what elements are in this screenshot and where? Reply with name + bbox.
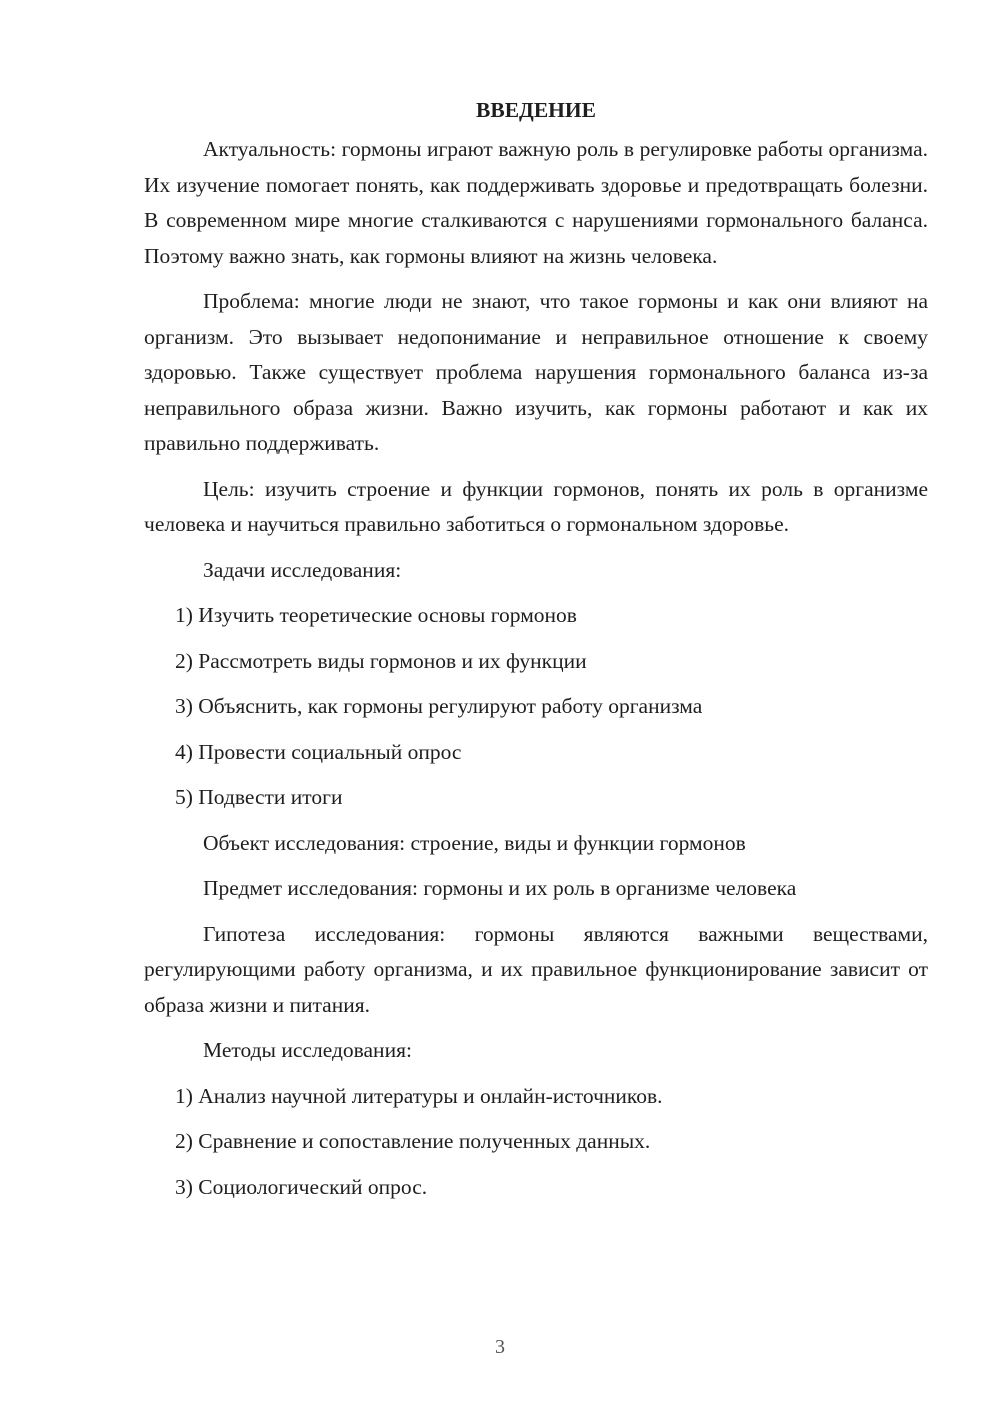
- methods-list: [144, 1079, 928, 1206]
- tasks-heading: Задачи исследования:: [203, 557, 402, 582]
- tasks-list: [144, 598, 928, 816]
- methods-heading: Методы исследования:: [203, 1038, 412, 1062]
- hypothesis-paragraph: Гипотеза исследования: гормоны являются важными веществами, регулирующими работу организма, и их правильное функционирование зависит от образа жизни и питания.: [144, 921, 928, 1017]
- list-item: 2) Рассмотреть виды гормонов и их функции: [175, 648, 587, 673]
- list-item: 2) Сравнение и сопоставление полученных данных.: [175, 1129, 651, 1153]
- list-item: 1) Изучить теоретические основы гормонов: [175, 603, 577, 627]
- list-item: 1) Анализ научной литературы и онлайн-источников.: [175, 1083, 663, 1108]
- relevance-paragraph: Актуальность: гормоны играют важную роль в регулировке работы организма. Их изучение помогает понять, как поддерживать здоровье и предотвращать болезни. В современном мире многие сталкиваются с нарушениями гормонального баланса. Поэтому важно знать, как гормоны влияют на жизнь человека.: [144, 137, 928, 268]
- list-item: 5) Подвести итоги: [175, 785, 343, 809]
- goal-paragraph: Цель: изучить строение и функции гормонов, понять их роль в организме человека и научиться правильно заботиться о гормональном здоровье.: [144, 476, 928, 536]
- problem-paragraph: Проблема: многие люди не знают, что такое гормоны и как они влияют на организм. Это вызывает недопонимание и неправильное отношение к своему здоровью. Также существует проблема нарушения гормонального баланса из-за неправильного образа жизни. Важно изучить, как гормоны работают и как их правильно поддерживать.: [144, 289, 928, 455]
- object-line: Объект исследования: строение, виды и функции гормонов: [203, 830, 746, 855]
- page-number: 3: [495, 1336, 505, 1358]
- list-item: 3) Объяснить, как гормоны регулируют работу организма: [175, 694, 703, 718]
- list-item: 4) Провести социальный опрос: [175, 739, 462, 764]
- section-title: ВВЕДЕНИЕ: [476, 98, 596, 122]
- page-body: [144, 92, 928, 1215]
- list-item: 3) Социологический опрос.: [175, 1174, 428, 1199]
- subject-line: Предмет исследования: гормоны и их роль в организме человека: [203, 876, 797, 900]
